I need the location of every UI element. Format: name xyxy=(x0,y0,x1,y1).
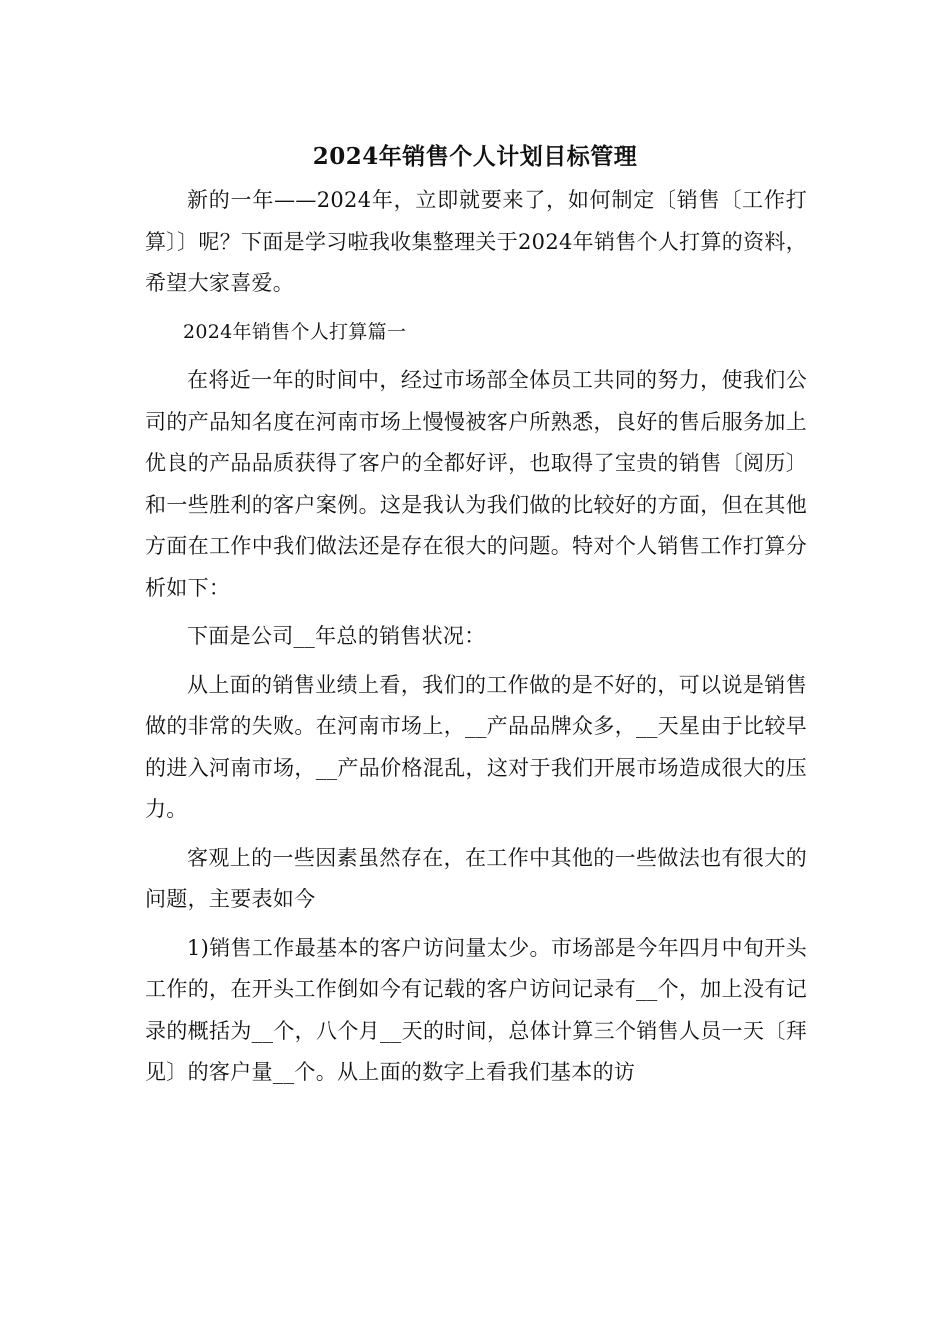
section-heading: 2024年销售个人打算篇一 xyxy=(183,320,407,343)
paragraph-point-1: 1)销售工作最基本的客户访问量太少。市场部是今年四月中旬开头工作的，在开头工作倒如今有记载的客户访问记录有__个，加上没有记录的概括为__个，八个月__天的时间，总体计算三个销售人员一天〔拜见〕的客户量__个。从上面的数字上看我们基本的访 xyxy=(145,935,807,1084)
paragraph-summary: 在将近一年的时间中，经过市场部全体员工共同的努力，使我们公司的产品知名度在河南市场上慢慢被客户所熟悉，良好的售后服务加上优良的产品品质获得了客户的全都好评，也取得了宝贵的销售〔阅历〕和一些胜利的客户案例。这是我认为我们做的比较好的方面，但在其他方面在工作中我们做法还是存在很大的问题。特对个人销售工作打算分析如下： xyxy=(145,368,807,600)
document-title: 2024年销售个人计划目标管理 xyxy=(312,143,638,170)
document-body xyxy=(145,180,807,1101)
paragraph-performance: 从上面的销售业绩上看，我们的工作做的是不好的，可以说是销售做的非常的失败。在河南市场上，__产品品牌众多，__天星由于比较早的进入河南市场，__产品价格混乱，这对于我们开展市场造成很大的压力。 xyxy=(145,672,807,821)
paragraph-problems: 客观上的一些因素虽然存在，在工作中其他的一些做法也有很大的问题，主要表如今 xyxy=(145,845,807,911)
paragraph-sales-status: 下面是公司__年总的销售状况： xyxy=(187,624,486,648)
paragraph-intro: 新的一年——2024年，立即就要来了，如何制定〔销售〔工作打算〕〕呢？下面是学习啦我收集整理关于2024年销售个人打算的资料，希望大家喜爱。 xyxy=(145,188,807,295)
